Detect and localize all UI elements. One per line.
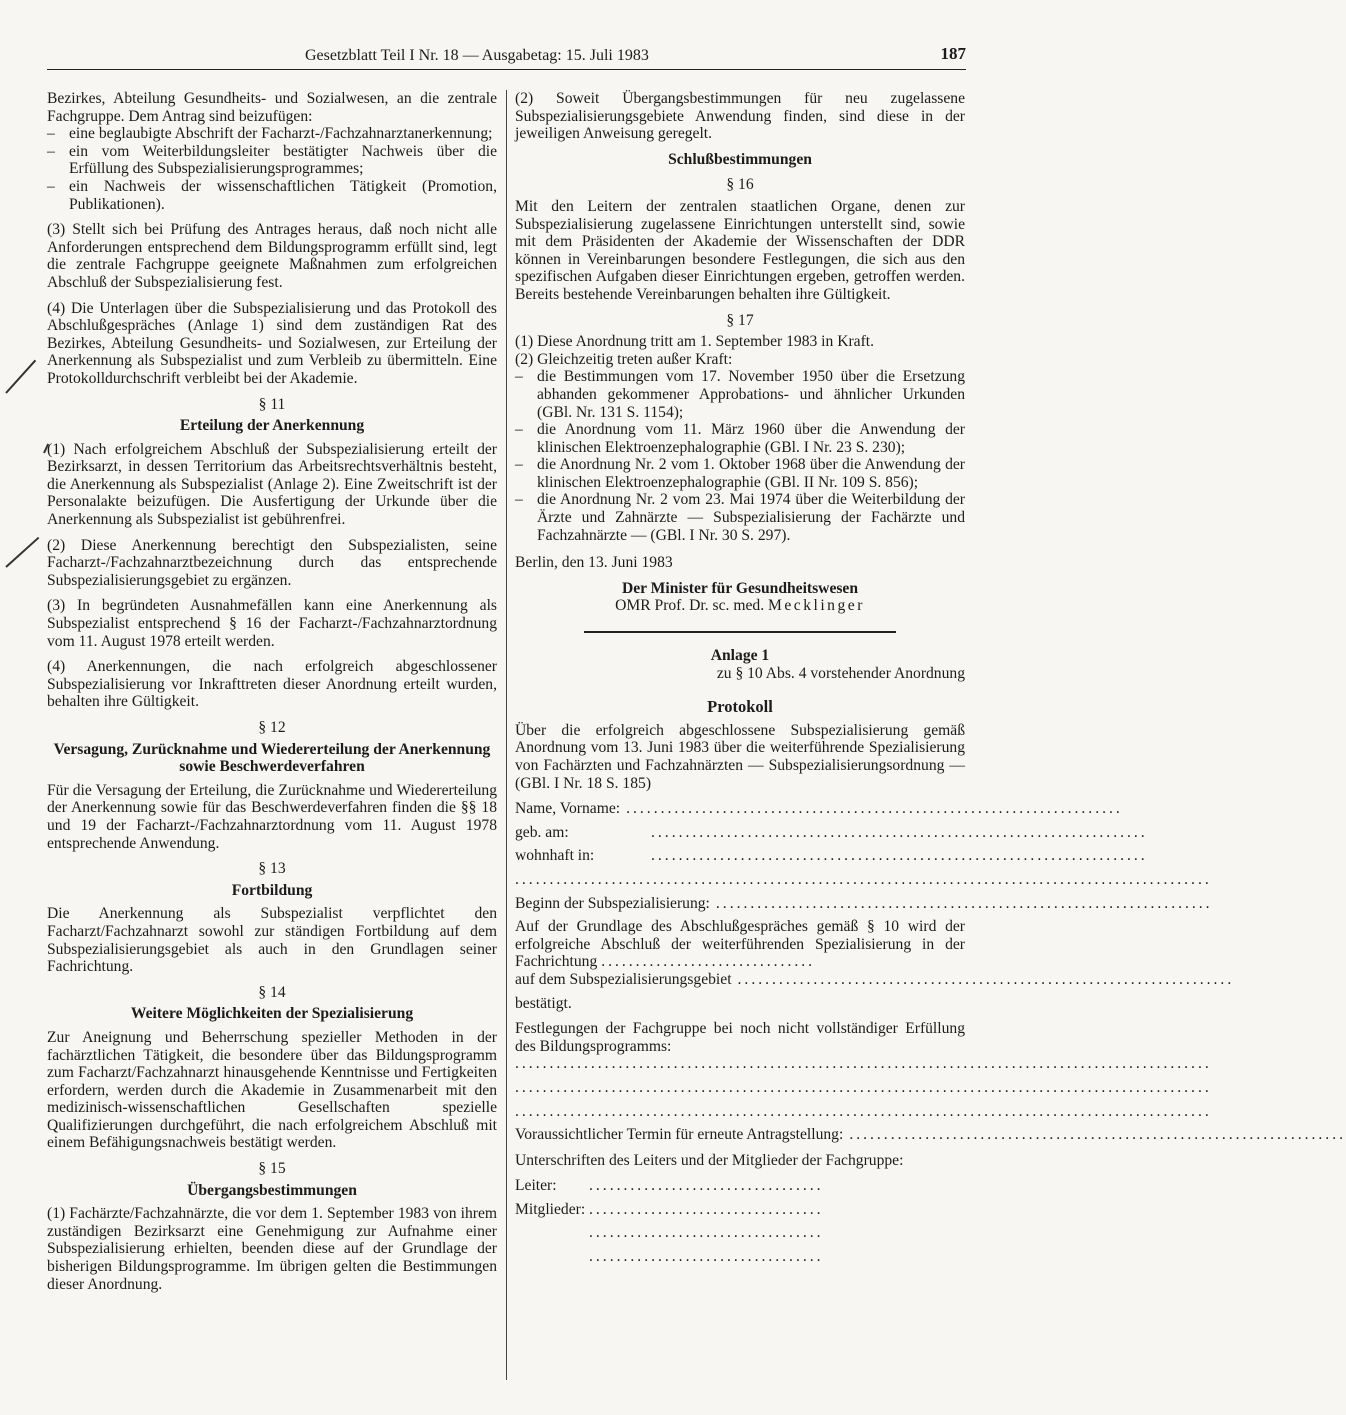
place-date: Berlin, den 13. Juni 1983 [515,554,673,572]
name-label: Name, Vorname: [515,800,621,818]
dotted-line: .................................. [589,1200,824,1218]
residence-continuation-line[interactable]: ..................................................................................................... [515,870,1212,888]
dotted-line: ........................................................................ [651,823,1148,841]
list-item: – die Anordnung Nr. 2 vom 23. Mai 1974 über die Weiterbildung der Ärzte und Zahnärzte — Subspezialisierung der Fachärzte und Fachzahnärzte — (GBl. I Nr. 30 S. 297). [515,491,965,544]
section-13-number: § 13 [258,860,286,878]
final-provisions-title: Schlußbestimmungen [668,150,812,168]
residence-label: wohnhaft in: [515,847,595,865]
leader-label: Leiter: [515,1177,557,1195]
dotted-line: ........................................................................ [737,970,1235,988]
transition-paragraph-2: (2) Soweit Übergangsbestimmungen für neu zugelassene Subspezialisierungsgebiete Anwendung finden, sind diese in der jeweiligen Anweisung geregelt. [515,90,965,143]
confirmed-text: bestätigt. [515,994,572,1012]
list-item: – die Anordnung Nr. 2 vom 1. Oktober 1968 über die Anwendung der klinischen Elektroenzephalographie (GBl. II Nr. 109 S. 856); [515,456,965,491]
list-item: – eine beglaubigte Abschrift der Facharzt-/Fachzahnarztanerkennung; [47,125,497,143]
right-column [515,90,1346,1272]
signer-title: Der Minister für Gesundheitswesen [621,579,859,597]
intro-paragraph: Bezirkes, Abteilung Gesundheits- und Sozialwesen, an die zentrale Fachgruppe. Dem Antrag sind beizufügen: [47,90,497,125]
section-16-p1: Mit den Leitern der zentralen staatlichen Organe, denen zur Subspezialisierung zugelassene Einrichtungen unterstellt sind, sowie mit dem Präsidenten der Akademie der Wissenschaften der DDR können in Vereinbarungen besondere Festlegungen, die sich aus den spezifischen Aufgaben dieser Einrichtungen ergeben, getroffen werden. Bereits bestehende Vereinbarungen behalten ihre Gültigkeit. [515,197,965,303]
separator-rule [584,631,896,633]
dotted-line[interactable]: ............................... [601,953,816,971]
section-12-p1: Für die Versagung der Erteilung, die Zurücknahme und Wiedererteilung der Anerkennung sowie für das Beschwerdeverfahren finden die §§ 18 und 19 der Facharzt-/Fachzahnarztordnung vom 11. August 1978 entsprechende Anwendung. [47,781,497,852]
section-14-title: Weitere Möglichkeiten der Spezialisierung [130,1005,414,1023]
section-14-number: § 14 [258,983,286,1001]
section-12-number: § 12 [258,719,286,736]
date-label: Voraussichtlicher Termin für erneute Antragstellung: [515,1126,844,1144]
section-17-number: § 17 [726,311,754,329]
list-item: – die Anordnung vom 11. März 1960 über die Anwendung der klinischen Elektroenzephalographie (GBl. I Nr. 23 S. 230); [515,421,965,456]
repealed-list [515,368,965,544]
dotted-line: ........................................................................ [651,847,1148,865]
section-15-title: Übergangsbestimmungen [187,1181,357,1199]
signer [515,597,965,615]
section-11-number: § 11 [258,395,286,413]
paragraph-3: (3) Stellt sich bei Prüfung des Antrages heraus, daß noch nicht alle Anforderungen entsprechend dem Bildungsprogramm erfüllt sind, legt die zentrale Fachgruppe geeignete Maßnahmen zum erfolgreichen Abschluß der Subspezialisierung fest. [47,221,497,291]
members-label: Mitglieder: [515,1200,586,1218]
gazette-title: Gesetzblatt Teil I Nr. 18 — Ausgabetag: 15. Juli 1983 [305,47,649,64]
section-15-number: § 15 [258,1160,286,1178]
signer-name: Mecklinger [768,597,865,615]
residence-field[interactable] [515,847,1148,865]
section-16-number: § 16 [726,176,754,194]
attachment-list [47,125,497,213]
protocol-intro: Über die erfolgreich abgeschlossene Subspezialisierung gemäß Anordnung vom 13. Juni 1983 über die weiterführende Spezialisierung von Fachärzten und Fachzahnärzten — Subspezialisierungsordnung — (GBl. I Nr. 18 S. 185) [515,721,965,792]
dotted-line: ........................................................................ [715,894,1213,912]
section-11-p1: (1) Nach erfolgreichem Abschluß der Subspezialisierung erteilt der Bezirksarzt, in dessen Territorium das Arbeitsrechtsverhältnis besteht, die Anerkennung als Subspezialist (Anlage 2). Eine Zweitschrift ist der Personalakte beizufügen. Die Ausfertigung der Urkunde über die Anerkennung als Subspezialist ist gebührenfrei. [47,440,497,529]
start-label: Beginn der Subspezialisierung: [515,894,710,912]
members-signature-line[interactable] [515,1248,965,1266]
paragraph-4: (4) Die Unterlagen über die Subspezialisierung und das Protokoll des Abschlußgespräches (Anlage 1) sind dem zuständigen Rat des Bezirkes, Abteilung Gesundheits- und Sozialwesen, zur Erteilung der Anerkennung als Subspezialist und zum Verbleib zu übermitteln. Eine Protokolldurchschrift verbleibt bei der Akademie. [47,299,497,387]
section-14-p1: Zur Aneignung und Beherrschung spezieller Methoden in der fachärztlichen Tätigkeit, die besondere über das Bildungsprogramm zum Facharzt/Fachzahnarzt hinausgehende Kenntnisse und Fertigkeiten erfordern, werden durch die Akademie in Zusammenarbeit mit den medizinisch-wissenschaftlichen Gesellschaften spezielle Qualifizierungen durchgeführt, die nach erfolgreichem Abschluß mit einem Befähigungsnachweis bestätigt werden. [47,1028,497,1152]
notes-line[interactable]: ..................................................................................................... [515,1055,1212,1073]
basis-text [515,918,965,971]
section-11-p2: (2) Diese Anerkennung berechtigt den Subspezialisten, seine Facharzt-/Fachzahnarztbezeichnung durch das entsprechende Subspezialisierungsgebiet zu ergänzen. [47,536,497,589]
dotted-line: ........................................................................ [849,1126,1346,1144]
section-17-p1: (1) Diese Anordnung tritt am 1. September 1983 in Kraft. [515,333,875,351]
basis-label: Auf der Grundlage des Abschlußgespräches gemäß § 10 wird der erfolgreiche Abschluß der weiterführenden Spezialisierung in der Fachrichtung [515,918,965,971]
margin-mark [5,537,39,568]
requirements-text: Festlegungen der Fachgruppe bei noch nicht vollständiger Erfüllung des Bildungsprogramms: [515,1020,965,1055]
birthdate-label: geb. am: [515,823,569,841]
subspecialty-field[interactable] [515,970,1235,989]
annex-reference: zu § 10 Abs. 4 vorstehender Anordnung [716,664,965,682]
annex-title: Anlage 1 [710,647,770,665]
members-signature-line[interactable] [515,1224,965,1242]
dotted-line: .................................. [589,1177,824,1195]
date-field[interactable] [515,1126,1346,1144]
signatures-text: Unterschriften des Leiters und der Mitglieder der Fachgruppe: [515,1151,904,1169]
name-field[interactable] [515,800,1123,818]
start-field[interactable] [515,894,1213,913]
section-11-p3: (3) In begründeten Ausnahmefällen kann eine Anerkennung als Subspezialist entsprechend § 16 der Facharzt-/Fachzahnarztordnung vom 11. August 1978 erteilt werden. [47,597,497,650]
notes-line[interactable]: ..................................................................................................... [515,1102,1212,1120]
birthdate-field[interactable] [515,823,1148,842]
section-13-title: Fortbildung [231,881,313,899]
section-17-p2: (2) Gleichzeitig treten außer Kraft: [515,350,733,368]
left-column [47,90,497,1301]
members-signature-field[interactable] [515,1201,965,1219]
dotted-line: ........................................................................ [626,800,1123,818]
list-item: – ein vom Weiterbildungsleiter bestätigter Nachweis über die Erfüllung des Subspezialisierungsprogrammes; [47,143,497,178]
list-item: – die Bestimmungen vom 17. November 1950 über die Ersetzung abhanden gekommener Approbations- und ähnlicher Urkunden (GBl. Nr. 131 S. 1154); [515,368,965,421]
protocol-title: Protokoll [707,697,773,717]
dotted-line: .................................. [589,1248,824,1266]
page-header [47,43,966,70]
page-number: 187 [940,44,966,63]
subspecialty-label: auf dem Subspezialisierungsgebiet [515,970,732,988]
list-item: – ein Nachweis der wissenschaftlichen Tätigkeit (Promotion, Publikationen). [47,178,497,213]
section-13-p1: Die Anerkennung als Subspezialist verpflichtet den Facharzt/Fachzahnarzt sowohl zur ständigen Fortbildung auf dem Subspezialisierungsgebiet als auch in den Grundlagen seiner Fachrichtung. [47,905,497,976]
margin-mark [5,360,36,394]
dotted-line: .................................. [589,1224,824,1242]
section-11-p4: (4) Anerkennungen, die nach erfolgreich abgeschlossener Subspezialisierung vor Inkrafttreten dieser Anordnung erteilt wurden, behalten ihre Gültigkeit. [47,658,497,711]
section-15-p1: (1) Fachärzte/Fachzahnärzte, die vor dem 1. September 1983 von ihrem zuständigen Bezirksarzt eine Genehmigung zur Aufnahme einer Subspezialisierung erhielten, beenden diese auf der Grundlage der bisherigen Bildungsprogramme. Im übrigen gelten die Bestimmungen dieser Anordnung. [47,1205,497,1293]
notes-line[interactable]: ..................................................................................................... [515,1078,1212,1096]
signer-prefix: OMR Prof. Dr. sc. med. [615,597,765,615]
section-12-title: Versagung, Zurücknahme und Wiedererteilung der Anerkennung sowie Beschwerdeverfahren [53,740,491,776]
leader-signature-field[interactable] [515,1177,965,1195]
column-divider [506,90,507,1380]
section-11-title: Erteilung der Anerkennung [179,417,365,435]
